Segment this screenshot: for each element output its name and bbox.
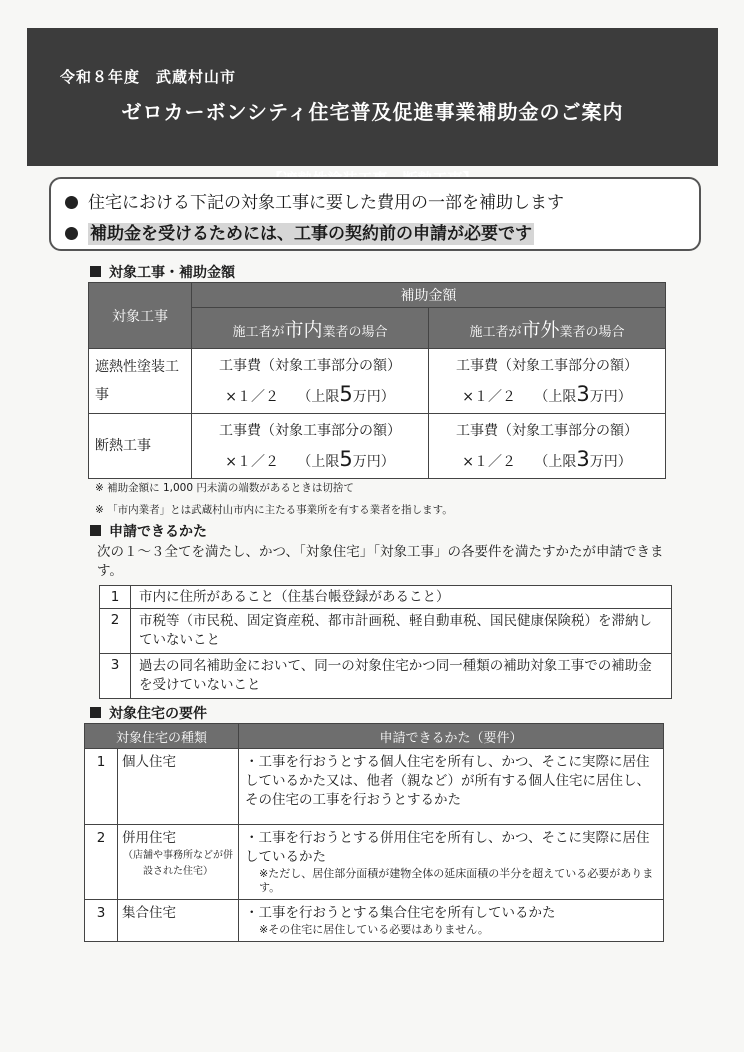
section-heading-work bbox=[90, 262, 235, 282]
section-heading-text: 対象住宅の要件 bbox=[109, 706, 207, 722]
work-name: 遮熱性塗装工事 bbox=[89, 349, 192, 414]
condition-number: 2 bbox=[100, 609, 131, 654]
bullet-icon bbox=[65, 196, 78, 209]
housing-requirement: ・工事を行おうとする集合住宅を所有しているかた ※その住宅に居住している必要はありません。 bbox=[239, 900, 664, 942]
bullet-icon bbox=[65, 227, 78, 240]
square-bullet-icon bbox=[90, 707, 101, 718]
col-outer-header: 施工者が市外業者の場合 bbox=[429, 308, 666, 349]
subsidy-table bbox=[88, 282, 666, 479]
col-kind-header: 対象住宅の種類 bbox=[85, 724, 239, 749]
year-city: 令和８年度 武蔵村山市 bbox=[60, 68, 237, 86]
inner-amount: 工事費（対象工事部分の額） ×１／２ （上限5万円） bbox=[192, 349, 429, 414]
housing-kind: 併用住宅 （店舗や事務所などが併設された住宅） bbox=[118, 825, 239, 900]
table-row bbox=[85, 749, 664, 825]
square-bullet-icon bbox=[90, 525, 101, 536]
housing-kind-note: （店舗や事務所などが併設された住宅） bbox=[123, 850, 233, 877]
intro-line-2 bbox=[65, 219, 534, 244]
inner-amount: 工事費（対象工事部分の額） ×１／２ （上限5万円） bbox=[192, 414, 429, 479]
housing-number: 2 bbox=[85, 825, 118, 900]
table-row bbox=[89, 349, 666, 414]
intro-line-1 bbox=[65, 188, 564, 213]
section-heading-applicant bbox=[90, 521, 207, 541]
condition-text: 市内に住所があること（住基台帳登録があること） bbox=[131, 586, 672, 609]
table-row bbox=[100, 586, 672, 609]
section-heading-text: 対象工事・補助金額 bbox=[109, 265, 235, 281]
intro-text-2: 補助金を受けるためには、工事の契約前の申請が必要です bbox=[90, 224, 532, 244]
housing-number: 1 bbox=[85, 749, 118, 825]
condition-text: 市税等（市民税、固定資産税、都市計画税、軽自動車税、国民健康保険税）を滞納していないこと bbox=[131, 609, 672, 654]
condition-number: 3 bbox=[100, 654, 131, 699]
outer-amount: 工事費（対象工事部分の額） ×１／２ （上限3万円） bbox=[429, 349, 666, 414]
table-row bbox=[85, 825, 664, 900]
table-row bbox=[85, 900, 664, 942]
intro-text-1: 住宅における下記の対象工事に要した費用の一部を補助します bbox=[88, 193, 564, 213]
col-inner-header: 施工者が市内業者の場合 bbox=[192, 308, 429, 349]
section-heading-housing bbox=[90, 703, 207, 723]
housing-number: 3 bbox=[85, 900, 118, 942]
table-row bbox=[100, 654, 672, 699]
housing-requirement-note: ※その住宅に居住している必要はありません。 bbox=[259, 923, 489, 936]
applicant-conditions-table bbox=[99, 585, 672, 699]
work-name: 断熱工事 bbox=[89, 414, 192, 479]
col-amount-header: 補助金額 bbox=[192, 283, 666, 308]
housing-requirement: ・工事を行おうとする併用住宅を所有し、かつ、そこに実際に居住しているかた ※ただし、居住部分面積が建物全体の延床面積の半分を超えている必要があります。 bbox=[239, 825, 664, 900]
square-bullet-icon bbox=[90, 266, 101, 277]
table-row bbox=[100, 609, 672, 654]
intro-box bbox=[49, 177, 701, 251]
col-work-header: 対象工事 bbox=[89, 283, 192, 349]
condition-text: 過去の同名補助金において、同一の対象住宅かつ同一種類の補助対象工事での補助金を受けていないこと bbox=[131, 654, 672, 699]
table-row bbox=[89, 414, 666, 479]
housing-requirement-note: ※ただし、居住部分面積が建物全体の延床面積の半分を超えている必要があります。 bbox=[259, 867, 654, 894]
applicant-intro: 次の１～３全てを満たし、かつ、「対象住宅」「対象工事」の各要件を満たすかたが申請できます。 bbox=[97, 544, 664, 579]
note-rounding: ※ 補助金額に 1,000 円未満の端数があるときは切捨て bbox=[95, 482, 354, 494]
page-title: ゼロカーボンシティ住宅普及促進事業補助金のご案内 bbox=[121, 100, 624, 124]
col-req-header: 申請できるかた（要件） bbox=[239, 724, 664, 749]
note-local-contractor: ※ 「市内業者」とは武蔵村山市内に主たる事業所を有する業者を指します。 bbox=[95, 504, 453, 516]
housing-requirement: ・工事を行おうとする個人住宅を所有し、かつ、そこに実際に居住しているかた又は、他者（親など）が所有する個人住宅に居住し、その住宅の工事を行おうとするかた bbox=[239, 749, 664, 825]
header-banner bbox=[27, 28, 718, 166]
housing-requirements-table bbox=[84, 723, 664, 942]
outer-amount: 工事費（対象工事部分の額） ×１／２ （上限3万円） bbox=[429, 414, 666, 479]
condition-number: 1 bbox=[100, 586, 131, 609]
section-heading-text: 申請できるかた bbox=[109, 524, 207, 540]
housing-kind: 個人住宅 bbox=[118, 749, 239, 825]
housing-kind: 集合住宅 bbox=[118, 900, 239, 942]
